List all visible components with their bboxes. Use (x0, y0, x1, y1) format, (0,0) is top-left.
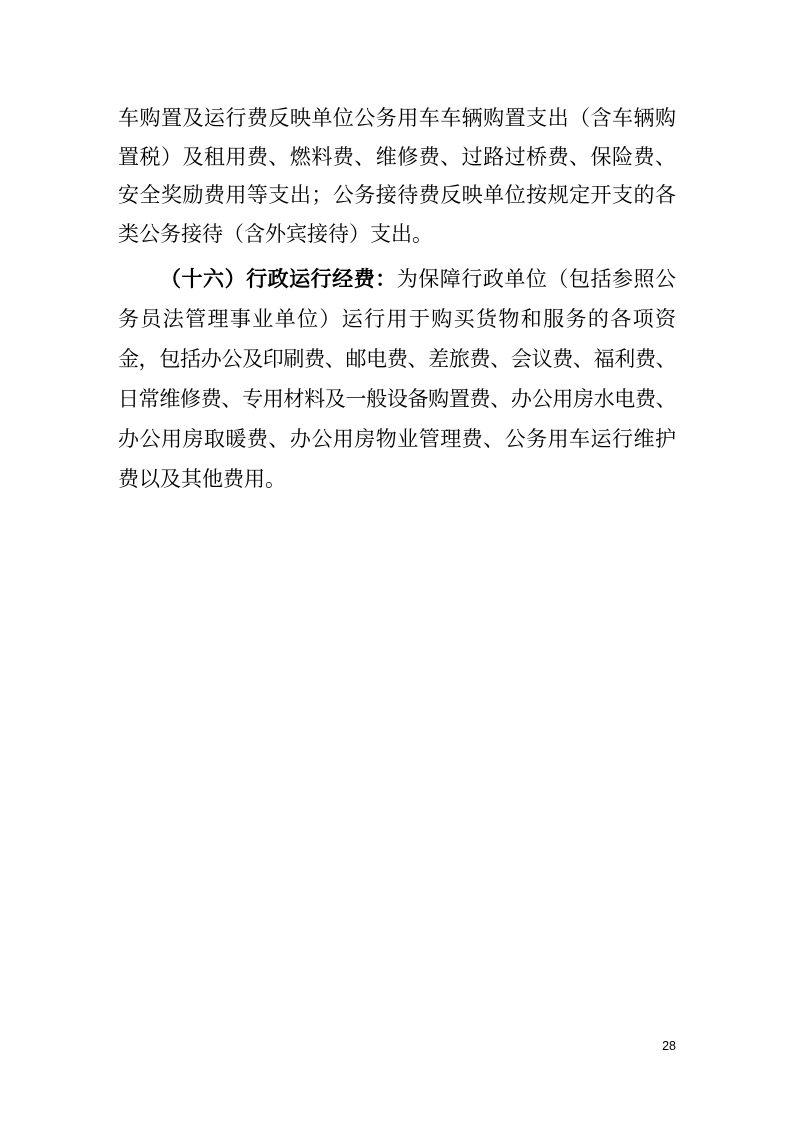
paragraph-admin-operating-funds (118, 260, 676, 500)
text-line: 务员法管理事业单位）运行用于购买货物和服务的各项资 (118, 308, 676, 331)
text-line-rest: 为保障行政单位（包括参照公 (396, 268, 677, 291)
text-line: 车购置及运行费反映单位公务用车车辆购置支出（含车辆购 (118, 107, 676, 130)
term-heading: （十六）行政运行经费： (160, 268, 397, 291)
body-text (118, 100, 676, 500)
text-line: 类公务接待（含外宾接待）支出。 (118, 222, 433, 246)
text-line: 金，包括办公及印刷费、邮电费、差旅费、会议费、福利费、 (118, 348, 676, 371)
page-number: 28 (662, 1039, 676, 1053)
text-line (118, 260, 676, 300)
text-line: 费以及其他费用。 (118, 468, 286, 491)
text-line: 安全奖励费用等支出；公务接待费反映单位按规定开支的各 (118, 184, 676, 207)
text-line: 日常维修费、专用材料及一般设备购置费、办公用房水电费、 (118, 388, 676, 411)
paragraph-vehicle-and-reception-fees (118, 100, 676, 254)
text-line: 办公用房取暖费、办公用房物业管理费、公务用车运行维护 (118, 428, 676, 451)
text-line: 置税）及租用费、燃料费、维修费、过路过桥费、保险费、 (118, 145, 676, 169)
